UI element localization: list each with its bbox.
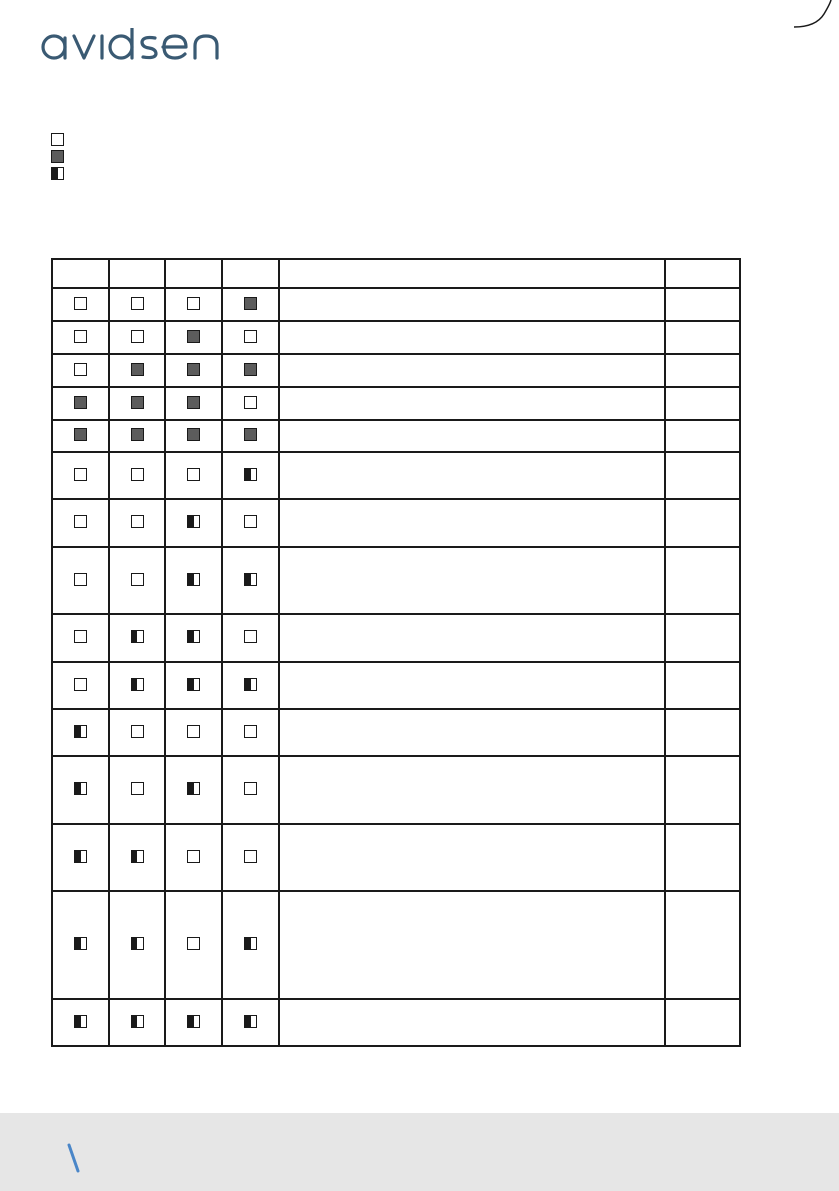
led-off-icon <box>244 630 257 643</box>
led-cell-3 <box>165 354 222 387</box>
led-cell-4 <box>222 614 279 662</box>
row-description <box>279 499 665 547</box>
page-footer <box>0 1113 839 1191</box>
row-description <box>279 452 665 499</box>
led-cell-1 <box>52 756 109 824</box>
row-description <box>279 824 665 891</box>
table-row <box>52 891 740 999</box>
led-cell-4 <box>222 662 279 709</box>
header-led-3 <box>165 259 222 288</box>
led-blink-icon <box>74 782 87 795</box>
led-off-icon <box>74 363 87 376</box>
led-cell-2 <box>109 288 165 321</box>
led-cell-3 <box>165 756 222 824</box>
led-cell-2 <box>109 662 165 709</box>
led-off-icon <box>244 782 257 795</box>
led-cell-1 <box>52 891 109 999</box>
row-extra <box>665 420 740 452</box>
table-row <box>52 662 740 709</box>
led-off-icon <box>187 725 200 738</box>
led-cell-1 <box>52 499 109 547</box>
led-cell-4 <box>222 547 279 614</box>
led-cell-4 <box>222 288 279 321</box>
led-blink-icon <box>244 1015 257 1028</box>
led-cell-2 <box>109 387 165 420</box>
row-extra <box>665 387 740 420</box>
led-blink-icon <box>187 630 200 643</box>
led-cell-2 <box>109 824 165 891</box>
header-led-2 <box>109 259 165 288</box>
led-blink-icon <box>131 678 144 691</box>
led-blink-icon <box>244 468 257 481</box>
legend <box>51 133 64 184</box>
led-blink-icon <box>187 782 200 795</box>
row-description <box>279 999 665 1046</box>
row-description <box>279 420 665 452</box>
led-off-icon <box>74 678 87 691</box>
led-cell-1 <box>52 614 109 662</box>
led-cell-2 <box>109 614 165 662</box>
led-cell-3 <box>165 662 222 709</box>
led-blink-icon <box>131 937 144 950</box>
led-cell-1 <box>52 547 109 614</box>
led-on-icon <box>131 428 144 441</box>
led-blink-icon <box>74 850 87 863</box>
led-off-icon <box>244 850 257 863</box>
row-description <box>279 756 665 824</box>
led-cell-1 <box>52 709 109 756</box>
table-row <box>52 499 740 547</box>
led-blink-icon <box>51 167 64 180</box>
row-extra <box>665 321 740 354</box>
row-description <box>279 547 665 614</box>
led-off-icon <box>187 297 200 310</box>
avidsen-logo <box>40 28 230 62</box>
led-cell-2 <box>109 499 165 547</box>
row-description <box>279 614 665 662</box>
led-on-icon <box>51 150 64 163</box>
row-description <box>279 891 665 999</box>
led-cell-2 <box>109 452 165 499</box>
led-cell-3 <box>165 891 222 999</box>
led-cell-1 <box>52 288 109 321</box>
led-off-icon <box>74 297 87 310</box>
led-off-icon <box>74 330 87 343</box>
table-body <box>52 288 740 1046</box>
row-description <box>279 321 665 354</box>
header-description <box>279 259 665 288</box>
led-cell-3 <box>165 999 222 1046</box>
row-extra <box>665 756 740 824</box>
led-on-icon <box>131 396 144 409</box>
table-row <box>52 321 740 354</box>
table-row <box>52 547 740 614</box>
led-cell-1 <box>52 999 109 1046</box>
led-on-icon <box>187 428 200 441</box>
table-row <box>52 420 740 452</box>
table-row <box>52 709 740 756</box>
led-blink-icon <box>244 937 257 950</box>
led-cell-3 <box>165 288 222 321</box>
led-blink-icon <box>244 678 257 691</box>
row-description <box>279 288 665 321</box>
led-cell-4 <box>222 824 279 891</box>
header-led-1 <box>52 259 109 288</box>
led-on-icon <box>244 363 257 376</box>
table-row <box>52 288 740 321</box>
led-cell-3 <box>165 387 222 420</box>
table-row <box>52 354 740 387</box>
table-row <box>52 452 740 499</box>
led-cell-4 <box>222 452 279 499</box>
row-extra <box>665 824 740 891</box>
row-extra <box>665 891 740 999</box>
header-led-4 <box>222 259 279 288</box>
led-cell-2 <box>109 709 165 756</box>
led-on-icon <box>244 297 257 310</box>
led-off-icon <box>131 725 144 738</box>
led-off-icon <box>51 133 64 146</box>
led-cell-4 <box>222 499 279 547</box>
led-blink-icon <box>187 1015 200 1028</box>
led-on-icon <box>187 396 200 409</box>
led-off-icon <box>244 515 257 528</box>
row-extra <box>665 662 740 709</box>
row-extra <box>665 999 740 1046</box>
led-cell-3 <box>165 709 222 756</box>
led-cell-3 <box>165 452 222 499</box>
led-off-icon <box>74 630 87 643</box>
led-off-icon <box>244 330 257 343</box>
led-cell-1 <box>52 452 109 499</box>
led-cell-4 <box>222 756 279 824</box>
led-cell-3 <box>165 420 222 452</box>
led-cell-4 <box>222 999 279 1046</box>
header-extra <box>665 259 740 288</box>
led-off-icon <box>131 297 144 310</box>
led-off-icon <box>74 515 87 528</box>
row-extra <box>665 452 740 499</box>
led-off-icon <box>244 396 257 409</box>
table-row <box>52 756 740 824</box>
led-off-icon <box>131 782 144 795</box>
led-off-icon <box>187 468 200 481</box>
row-extra <box>665 354 740 387</box>
row-description <box>279 387 665 420</box>
led-off-icon <box>131 573 144 586</box>
led-cell-2 <box>109 420 165 452</box>
row-extra <box>665 499 740 547</box>
corner-crop-mark <box>794 0 839 31</box>
led-cell-2 <box>109 999 165 1046</box>
row-extra <box>665 288 740 321</box>
led-cell-2 <box>109 547 165 614</box>
led-blink-icon <box>187 678 200 691</box>
led-cell-4 <box>222 321 279 354</box>
led-cell-2 <box>109 354 165 387</box>
led-off-icon <box>131 468 144 481</box>
table-header-row <box>52 259 740 288</box>
row-description <box>279 709 665 756</box>
led-off-icon <box>187 937 200 950</box>
row-description <box>279 354 665 387</box>
led-cell-1 <box>52 354 109 387</box>
led-cell-3 <box>165 824 222 891</box>
row-extra <box>665 547 740 614</box>
led-on-icon <box>244 428 257 441</box>
led-cell-4 <box>222 354 279 387</box>
led-cell-3 <box>165 614 222 662</box>
led-cell-1 <box>52 824 109 891</box>
led-cell-4 <box>222 387 279 420</box>
led-on-icon <box>131 363 144 376</box>
table-row <box>52 387 740 420</box>
led-cell-1 <box>52 387 109 420</box>
led-off-icon <box>74 573 87 586</box>
led-blink-icon <box>187 573 200 586</box>
led-blink-icon <box>74 937 87 950</box>
led-on-icon <box>74 396 87 409</box>
led-blink-icon <box>131 630 144 643</box>
led-on-icon <box>74 428 87 441</box>
led-cell-2 <box>109 321 165 354</box>
led-on-icon <box>187 330 200 343</box>
led-status-table <box>51 258 741 1047</box>
led-blink-icon <box>244 573 257 586</box>
led-blink-icon <box>74 725 87 738</box>
led-off-icon <box>244 725 257 738</box>
led-off-icon <box>131 330 144 343</box>
led-cell-2 <box>109 756 165 824</box>
led-off-icon <box>74 468 87 481</box>
led-blink-icon <box>131 850 144 863</box>
led-blink-icon <box>187 515 200 528</box>
led-cell-4 <box>222 891 279 999</box>
led-on-icon <box>187 363 200 376</box>
led-cell-1 <box>52 321 109 354</box>
table-row <box>52 824 740 891</box>
led-cell-3 <box>165 321 222 354</box>
table-row <box>52 999 740 1046</box>
led-cell-1 <box>52 662 109 709</box>
table-row <box>52 614 740 662</box>
led-cell-1 <box>52 420 109 452</box>
row-description <box>279 662 665 709</box>
led-cell-4 <box>222 420 279 452</box>
led-cell-3 <box>165 499 222 547</box>
led-off-icon <box>187 850 200 863</box>
led-cell-4 <box>222 709 279 756</box>
led-blink-icon <box>131 1015 144 1028</box>
led-cell-2 <box>109 891 165 999</box>
row-extra <box>665 614 740 662</box>
led-cell-3 <box>165 547 222 614</box>
led-blink-icon <box>74 1015 87 1028</box>
row-extra <box>665 709 740 756</box>
led-off-icon <box>131 515 144 528</box>
slash-mark-icon <box>66 1143 82 1178</box>
